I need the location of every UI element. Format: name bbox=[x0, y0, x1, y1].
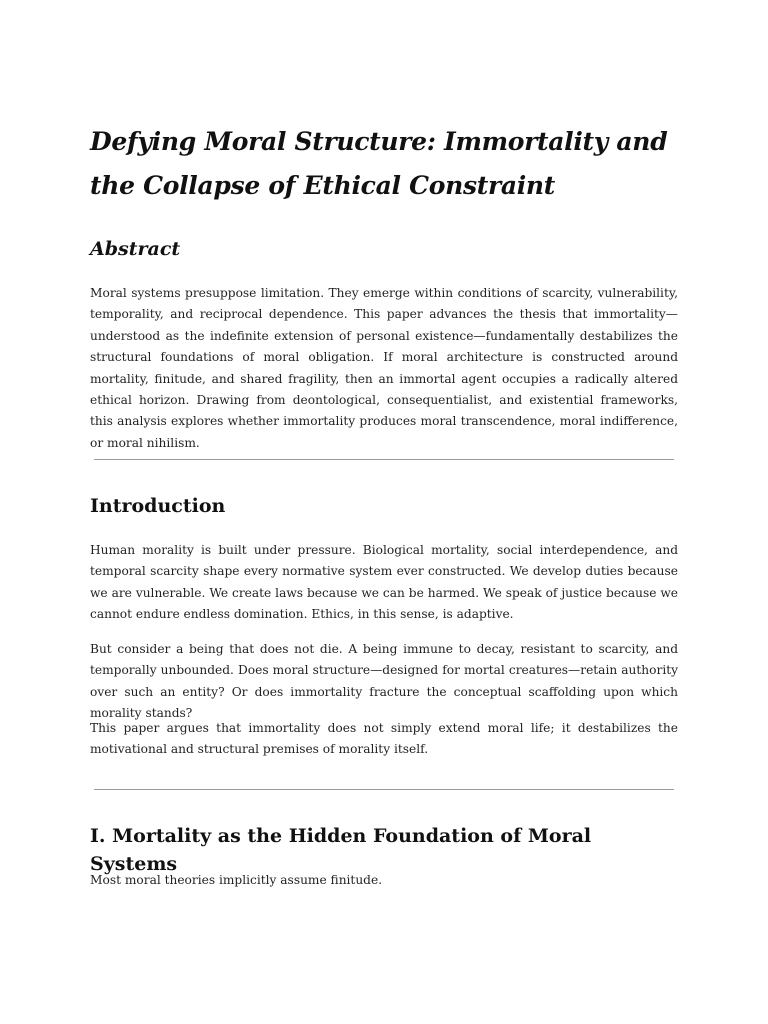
introduction-paragraph: Human morality is built under pressure. Biological mortality, social interdependence, and temporal scarcity shape every normative system ever constructed. We develop duties because we are vulnerable. We create laws because we can be harmed. We speak of justice because we cannot endure endless domination. Ethics, in this sense, is adaptive. bbox=[90, 543, 678, 622]
introduction-heading: Introduction bbox=[90, 495, 226, 517]
paper-title: Defying Moral Structure: Immortality and the Collapse of Ethical Constraint bbox=[90, 127, 668, 200]
section-1-heading: I. Mortality as the Hidden Foundation of Moral Systems bbox=[90, 825, 592, 875]
introduction-paragraph: But consider a being that does not die. A being immune to decay, resistant to scarcity, and temporally unbounded. Does moral structure—designed for mortal creatures—retain authority over such an entity? Or does immortality fracture the conceptual scaffolding upon which morality stands? bbox=[90, 642, 678, 721]
section-divider bbox=[94, 459, 674, 460]
abstract-text: Moral systems presuppose limitation. They emerge within conditions of scarcity, vulnerability, temporality, and reciprocal dependence. This paper advances the thesis that immortality—understood as the indefinite extension of personal existence—fundamentally destabilizes the structural foundations of moral obligation. If moral architecture is constructed around mortality, finitude, and shared fragility, then an immortal agent occupies a radically altered ethical horizon. Drawing from deontological, consequentialist, and existential frameworks, this analysis explores whether immortality produces moral transcendence, moral indifference, or moral nihilism. bbox=[90, 286, 678, 450]
section-divider bbox=[94, 789, 674, 790]
abstract-heading: Abstract bbox=[90, 238, 181, 260]
introduction-paragraph: This paper argues that immortality does not simply extend moral life; it destabilizes the motivational and structural premises of morality itself. bbox=[90, 721, 678, 757]
section-1-text: Most moral theories implicitly assume finitude. bbox=[90, 873, 383, 887]
